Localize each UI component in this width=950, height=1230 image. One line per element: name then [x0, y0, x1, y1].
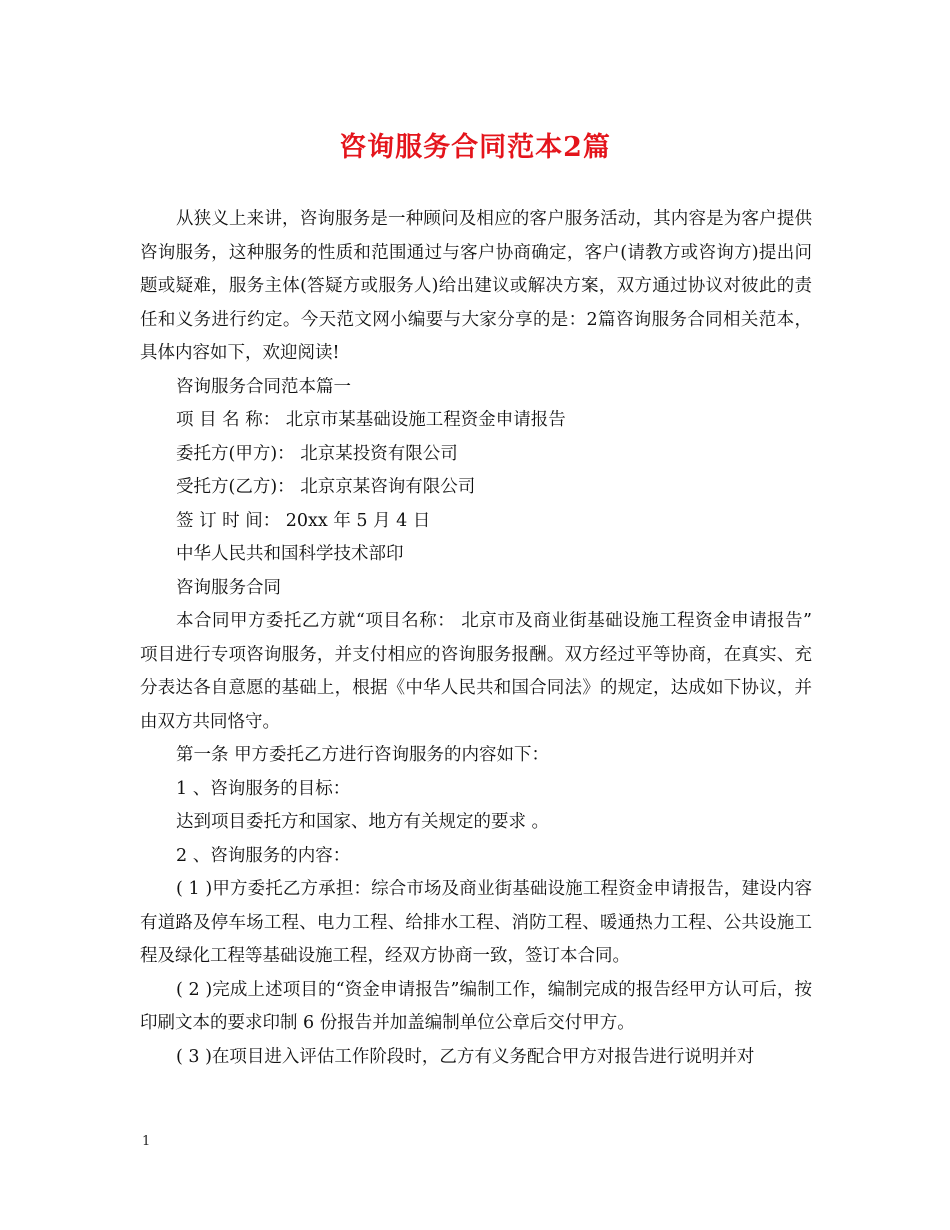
clause-2: ( 2 )完成上述项目的“资金申请报告”编制工作，编制完成的报告经甲方认可后，按印刷文本的要求印制 6 份报告并加盖编制单位公章后交付甲方。: [140, 979, 812, 1033]
article-one-heading: 第一条 甲方委托乙方进行咨询服务的内容如下：: [176, 745, 550, 765]
contract-subtitle: 咨询服务合同: [176, 577, 281, 598]
issuer-line: 中华人民共和国科学技术部印: [176, 544, 404, 564]
document-title: 咨询服务合同范本2篇: [339, 132, 611, 163]
item-one-heading: 1 、咨询服务的目标：: [176, 778, 351, 799]
contract-preamble: 本合同甲方委托乙方就“项目名称： 北京市及商业街基础设施工程资金申请报告” 项目进行专项咨询服务，并支付相应的咨询服务报酬。双方经过平等协商，在真实、充分表达各自意愿的基础上，根据《中华人民共和国合同法》的规定，达成如下协议，并由双方共同恪守。: [140, 611, 812, 732]
project-name-line: 项 目 名 称： 北京市某基础设施工程资金申请报告: [176, 410, 566, 430]
clause-3: ( 3 )在项目进入评估工作阶段时，乙方有义务配合甲方对报告进行说明并对: [176, 1046, 755, 1067]
section-heading: 咨询服务合同范本篇一: [176, 376, 351, 397]
item-one-text: 达到项目委托方和国家、地方有关规定的要求 。: [176, 812, 550, 832]
contractor-party-line: 受托方(乙方)： 北京京某咨询有限公司: [176, 477, 476, 497]
item-two-heading: 2 、咨询服务的内容：: [176, 845, 351, 866]
clause-1: ( 1 )甲方委托乙方承担：综合市场及商业街基础设施工程资金申请报告，建设内容有道路及停车场工程、电力工程、给排水工程、消防工程、暖通热力工程、公共设施工程及绿化工程等基础设施工程，经双方协商一致，签订本合同。: [140, 879, 812, 966]
page-number: 1: [142, 1134, 151, 1149]
client-party-line: 委托方(甲方)： 北京某投资有限公司: [176, 443, 458, 464]
intro-paragraph: 从狭义上来讲，咨询服务是一种顾问及相应的客户服务活动，其内容是为客户提供咨询服务，这种服务的性质和范围通过与客户协商确定，客户(请教方或咨询方)提出问题或疑难，服务主体(答疑方或服务人)给出建议或解决方案，双方通过协议对彼此的责任和义务进行约定。今天范文网小编要与大家分享的是：2篇咨询服务合同相关范本，具体内容如下，欢迎阅读!: [140, 209, 812, 363]
signing-date-line: 签 订 时 间： 20xx 年 5 月 4 日: [176, 510, 431, 531]
document-body: [140, 203, 812, 1074]
